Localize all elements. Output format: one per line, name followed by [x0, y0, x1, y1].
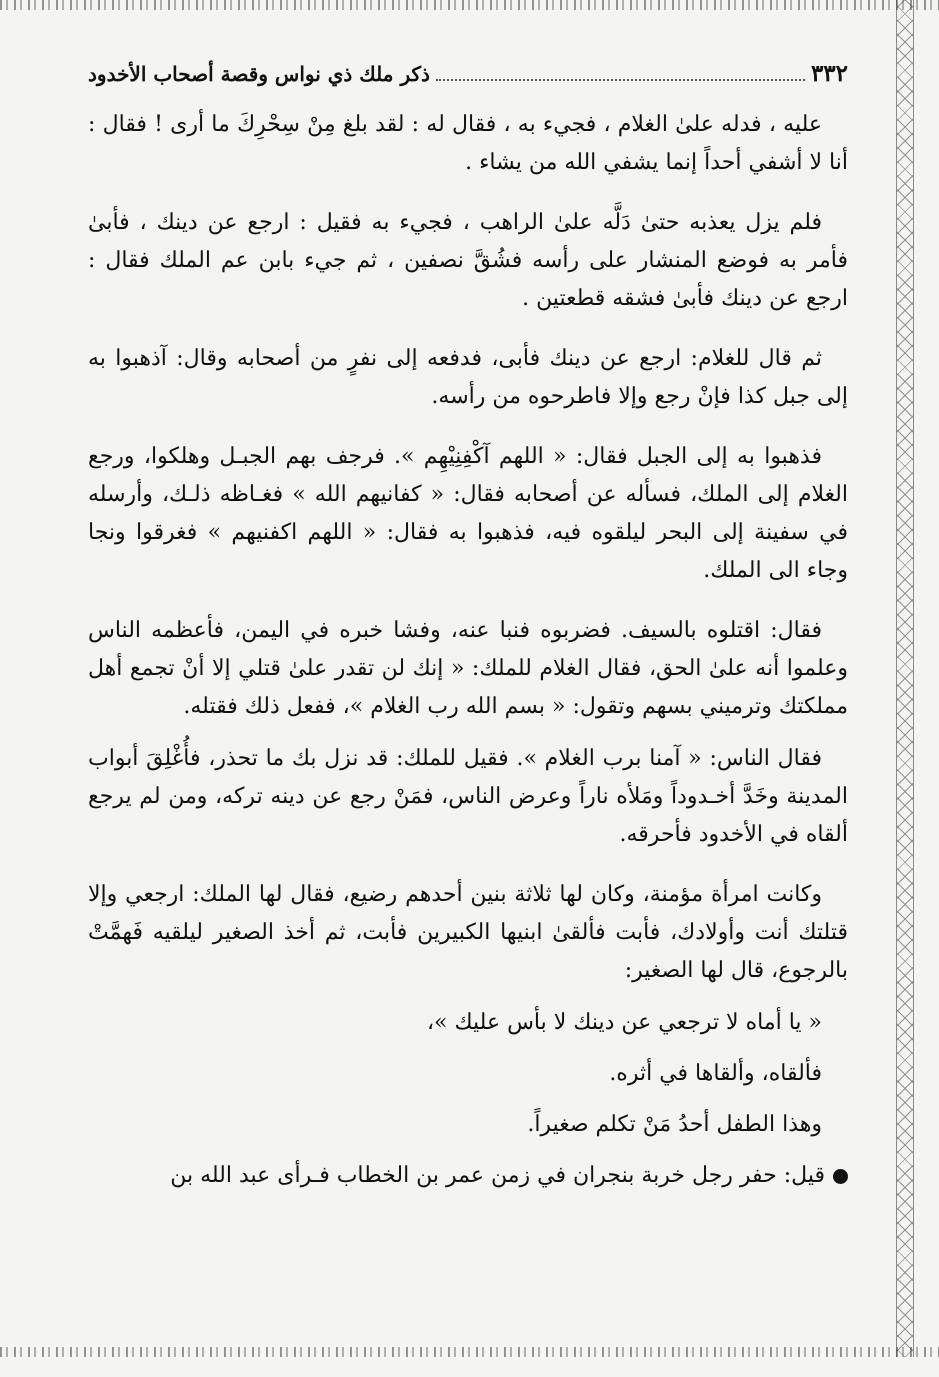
- page-border-top: [0, 0, 939, 10]
- paragraph: فقال: اقتلوه بالسيف. فضربوه فنبا عنه، وفشا خبره في اليمن، فأعظمه الناس وعلموا أنه علىٰ الحق، فقال الغلام للملك: « إنك لن تقدر علىٰ قتلي إلا أنْ تجمع أهل مملكتك وترميني بسهم وتقول: « بسم الله رب الغلام »، ففعل ذلك فقتله.: [88, 618, 848, 719]
- bullet-icon: [833, 1169, 848, 1184]
- page-border-bottom: [0, 1347, 939, 1357]
- page-number: ٣٣٢: [810, 60, 848, 87]
- quote-line: « يا أماه لا ترجعي عن دينك لا بأس عليك »،: [426, 1010, 822, 1035]
- bullet-text: قيل: حفر رجل خربة بنجران في زمن عمر بن الخطاب فـرأى عبد الله بن: [170, 1163, 825, 1188]
- bullet-paragraph: [88, 1157, 848, 1195]
- page-border-ornament: [896, 0, 914, 1357]
- paragraph: فذهبوا به إلى الجبل فقال: « اللهم آكْفِنِيْهِم ». فرجف بهم الجبـل وهلكوا، ورجع الغلام إلى الملك، فسأله عن أصحابه فقال: « كفانيهم الله » فغـاظه ذلـك، وأرسله في سفينة إلى البحر ليلقوه فيه، فذهبوا به فقال: « اللهم اكفنيهم » فغرقوا ونجا وجاء الى الملك.: [88, 444, 848, 583]
- paragraph: وكانت امرأة مؤمنة، وكان لها ثلاثة بنين أحدهم رضيع، فقال لها الملك: ارجعي وإلا قتلتك أنت وأولادك، فأبت فألقىٰ ابنيها الكبيرين فأبت، ثم أخذ الصغير ليلقيه فَهمَّتْ بالرجوع، قال لها الصغير:: [88, 882, 848, 983]
- text-line: وهذا الطفل أحدُ مَنْ تكلم صغيراً.: [527, 1112, 822, 1137]
- paragraph: عليه ، فدله علىٰ الغلام ، فجيء به ، فقال له : لقد بلغ مِنْ سِحْرِكَ ما أرى ! فقال : أنا لا أشفي أحداً إنما يشفي الله من يشاء .: [88, 112, 848, 175]
- header-leader-dots: [436, 67, 805, 81]
- paragraph: فلم يزل يعذبه حتىٰ دَلَّه علىٰ الراهب ، فجيء به فقيل : ارجع عن دينك ، فأبىٰ فأمر به فوضع المنشار على رأسه فشُقَّ نصفين ، ثم جيء بابن عم الملك فقال : ارجع عن دينك فأبىٰ فشقه قطعتين .: [88, 210, 848, 311]
- book-page: [88, 60, 848, 1217]
- running-header: [88, 60, 848, 106]
- paragraph: فقال الناس: « آمنا برب الغلام ». فقيل للملك: قد نزل بك ما تحذر، فأُغْلِقَ أبواب المدينة وخَدَّ أخـدوداً ومَلأه ناراً وعرض الناس، فمَنْ رجع عن دينه تركه، ومن لم يرجع ألقاه في الأخدود فأحرقه.: [88, 746, 848, 847]
- paragraph: ثم قال للغلام: ارجع عن دينك فأبى، فدفعه إلى نفرٍ من أصحابه وقال: آذهبوا به إلى جبل كذا فإنْ رجع وإلا فاطرحوه من رأسه.: [88, 346, 848, 409]
- text-line: فألقاه، وألقاها في أثره.: [609, 1061, 822, 1086]
- chapter-title: ذكر ملك ذي نواس وقصة أصحاب الأخدود: [88, 62, 430, 86]
